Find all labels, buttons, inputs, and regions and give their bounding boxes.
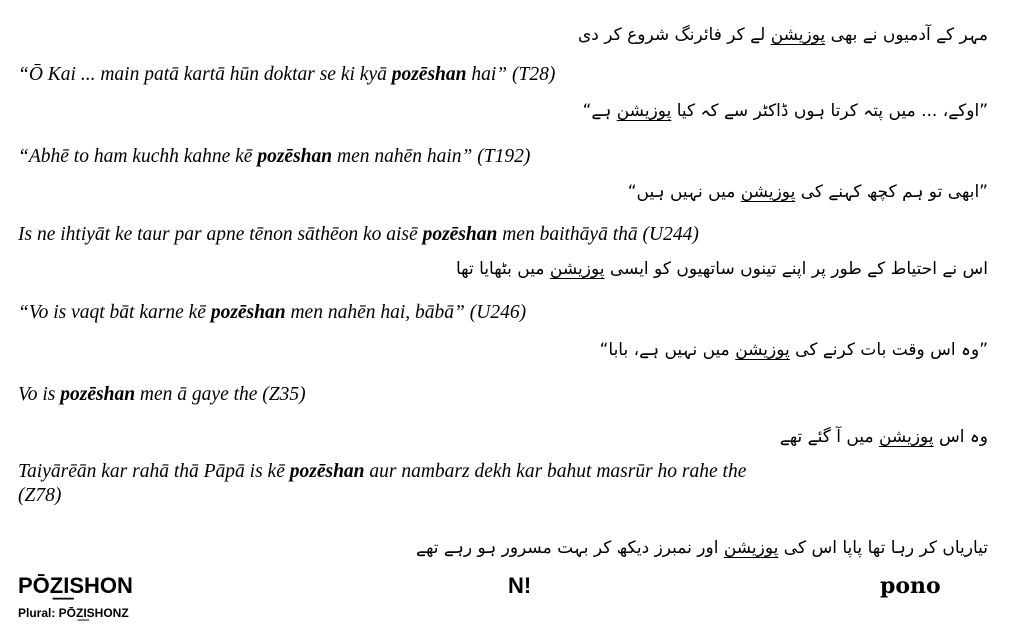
entry-marker: N! xyxy=(508,573,532,598)
urdu-line: ”ابھی تو ہم کچھ کہنے کی پوزیشن میں نہیں ہیں“ xyxy=(627,182,988,202)
urdu-line: وہ اس پوزیشن میں آ گئے تھے xyxy=(779,427,988,447)
latin-line: “Abhē to ham kuchh kahne kē pozēshan men nahēn hain” (T192) xyxy=(18,146,531,167)
latin-line: Is ne ihtiyāt ke taur par apne tēnon sāthēon ko aisē pozēshan men baithāyā thā (U244) xyxy=(18,224,699,245)
gothic-label: pono xyxy=(880,573,941,599)
urdu-line: ”وہ اس وقت بات کرنے کی پوزیشن میں نہیں ہے، بابا“ xyxy=(599,340,988,360)
latin-line: “Ō Kai ... main patā kartā hūn doktar se ki kyā pozēshan hai” (T28) xyxy=(18,64,556,85)
urdu-line: مہر کے آدمیوں نے بھی پوزیشن لے کر فائرنگ شروع کر دی xyxy=(577,25,988,45)
plural-form: Plural: PŌZ͟ISHONZ xyxy=(18,606,129,620)
latin-line: Taiyārēān kar rahā thā Pāpā is kē pozēshan aur nambarz dekh kar bahut masrūr ho rahe the xyxy=(18,461,747,482)
latin-line: Vo is pozēshan men ā gaye the (Z35) xyxy=(18,384,306,405)
urdu-line: تیاریاں کر رہا تھا پاپا اس کی پوزیشن اور نمبرز دیکھ کر بہت مسرور ہو رہے تھے xyxy=(416,538,988,558)
headword: PŌZ͟ISHON xyxy=(18,573,133,598)
latin-line: (Z78) xyxy=(18,485,62,506)
urdu-line: اس نے احتیاط کے طور پر اپنے تینوں ساتھیوں کو ایسی پوزیشن میں بٹھایا تھا xyxy=(455,259,988,279)
urdu-line: ”اوکے، ... میں پتہ کرتا ہوں ڈاکٹر سے کہ کیا پوزیشن ہے“ xyxy=(582,101,988,121)
latin-line: “Vo is vaqt bāt karne kē pozēshan men nahēn hai, bābā” (U246) xyxy=(18,302,527,323)
